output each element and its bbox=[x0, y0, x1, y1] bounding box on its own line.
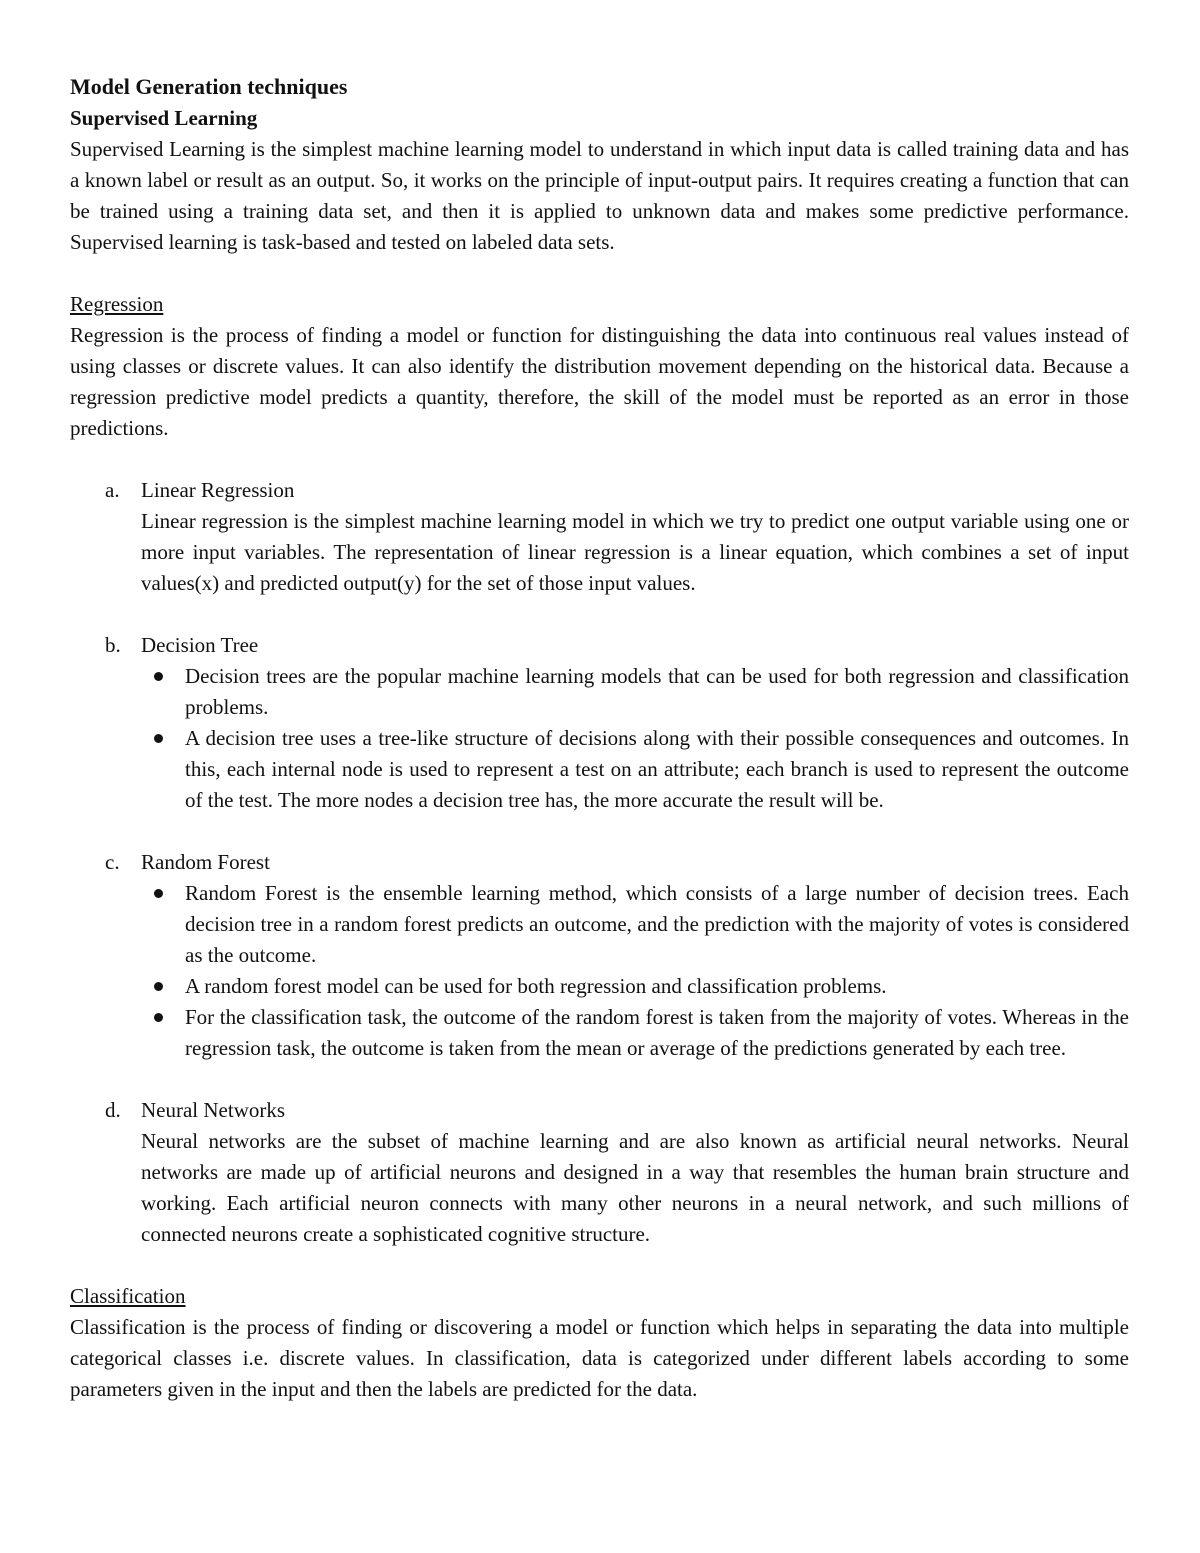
list-marker: c. bbox=[105, 850, 120, 874]
bullet-text: Random Forest is the ensemble learning method, which consists of a large number of decision trees. Each decision tree in a random forest predicts an outcome, and the prediction with the majority of votes is considered as the outcome. bbox=[185, 881, 1129, 967]
bullet-list bbox=[141, 661, 1129, 816]
list-item-paragraph: Neural networks are the subset of machine learning and are also known as artificial neural networks. Neural networks are made up of artificial neurons and designed in a way that resembles the human brain structure and working. Each artificial neuron connects with many other neurons in a neural network, and such millions of connected neurons create a sophisticated cognitive structure. bbox=[141, 1129, 1129, 1246]
supervised-learning-heading: Supervised Learning bbox=[70, 106, 258, 130]
bullet-icon bbox=[154, 1013, 163, 1022]
bullet-icon bbox=[154, 982, 163, 991]
list-marker: b. bbox=[105, 633, 121, 657]
list-item-paragraph: Linear regression is the simplest machine learning model in which we try to predict one output variable using one or more input variables. The representation of linear regression is a linear equation, which combines a set of input values(x) and predicted output(y) for the set of those input values. bbox=[141, 509, 1129, 595]
classification-paragraph: Classification is the process of finding or discovering a model or function which helps in separating the data into multiple categorical classes i.e. discrete values. In classification, data is categorized under different labels according to some parameters given in the input and then the labels are predicted for the data. bbox=[70, 1315, 1129, 1401]
list-marker: a. bbox=[105, 478, 120, 502]
bullet-list bbox=[141, 878, 1129, 1064]
bullet-text: A random forest model can be used for both regression and classification problems. bbox=[185, 974, 887, 998]
list-item-linear-regression bbox=[70, 475, 1129, 599]
list-item-random-forest bbox=[70, 847, 1129, 1064]
classification-heading: Classification bbox=[70, 1284, 186, 1308]
bullet-item bbox=[141, 1002, 1129, 1064]
bullet-icon bbox=[154, 734, 163, 743]
document-title: Model Generation techniques bbox=[70, 74, 348, 99]
list-marker: d. bbox=[105, 1098, 121, 1122]
bullet-icon bbox=[154, 672, 163, 681]
bullet-item bbox=[141, 971, 1129, 1002]
bullet-text: A decision tree uses a tree-like structure of decisions along with their possible consequences and outcomes. In this, each internal node is used to represent a test on an attribute; each branch is used to represent the outcome of the test. The more nodes a decision tree has, the more accurate the result will be. bbox=[185, 726, 1129, 812]
bullet-item bbox=[141, 723, 1129, 816]
bullet-text: Decision trees are the popular machine learning models that can be used for both regression and classification problems. bbox=[185, 664, 1129, 719]
list-item-title: Decision Tree bbox=[141, 633, 259, 657]
bullet-icon bbox=[154, 889, 163, 898]
bullet-item bbox=[141, 661, 1129, 723]
list-item-title: Random Forest bbox=[141, 850, 270, 874]
regression-heading: Regression bbox=[70, 292, 164, 316]
regression-paragraph: Regression is the process of finding a model or function for distinguishing the data into continuous real values instead of using classes or discrete values. It can also identify the distribution movement depending on the historical data. Because a regression predictive model predicts a quantity, therefore, the skill of the model must be reported as an error in those predictions. bbox=[70, 323, 1129, 440]
list-item-title: Neural Networks bbox=[141, 1098, 286, 1122]
list-item-neural-networks bbox=[70, 1095, 1129, 1250]
list-item-decision-tree bbox=[70, 630, 1129, 816]
bullet-item bbox=[141, 878, 1129, 971]
regression-methods-list bbox=[70, 475, 1129, 1250]
list-item-title: Linear Regression bbox=[141, 478, 295, 502]
bullet-text: For the classification task, the outcome of the random forest is taken from the majority of votes. Whereas in the regression task, the outcome is taken from the mean or average of the predictions generated by each tree. bbox=[185, 1005, 1129, 1060]
document-page bbox=[70, 70, 1129, 1405]
supervised-learning-paragraph: Supervised Learning is the simplest machine learning model to understand in which input data is called training data and has a known label or result as an output. So, it works on the principle of input-output pairs. It requires creating a function that can be trained using a training data set, and then it is applied to unknown data and makes some predictive performance. Supervised learning is task-based and tested on labeled data sets. bbox=[70, 137, 1129, 254]
